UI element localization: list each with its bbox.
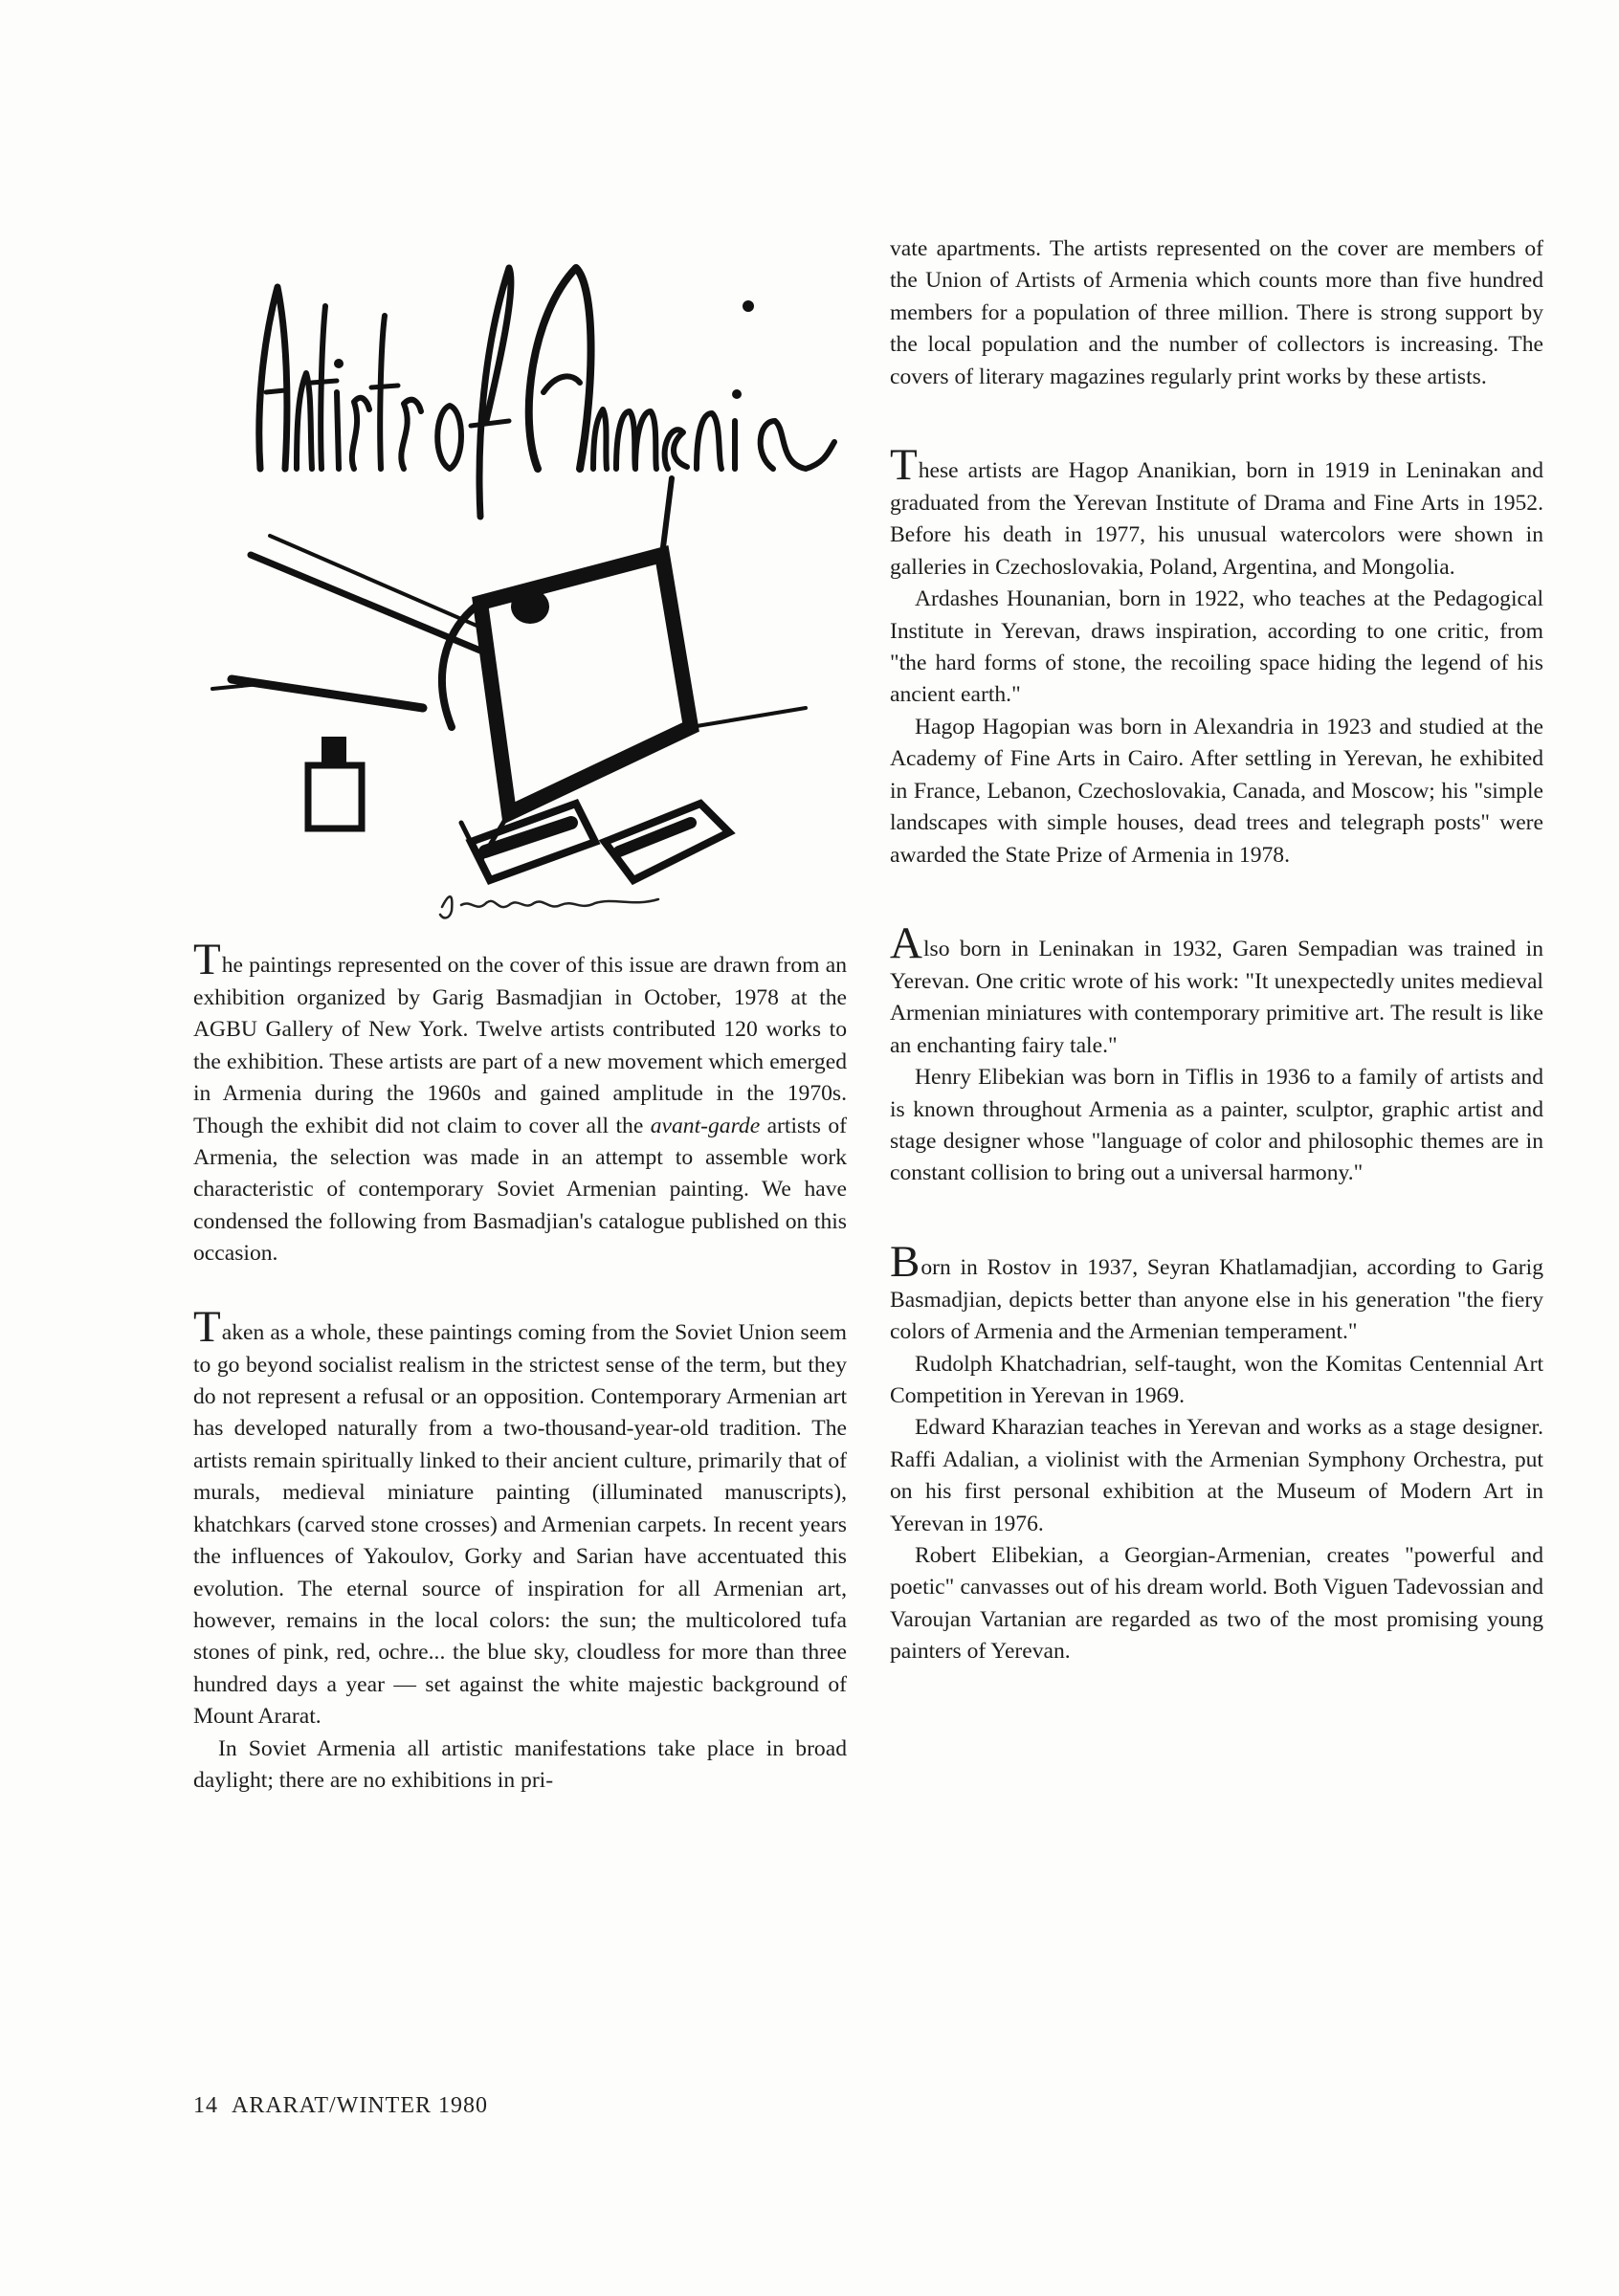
script-title-logo xyxy=(259,268,834,517)
khatlamadjian-paragraph: Born in Rostov in 1937, Seyran Khatlamadjian, according to Garig Basmadjian, depicts better than anyone else in his generation "the fiery colors of Armenia and the Armenian temperament." xyxy=(890,1236,1543,1345)
drop-cap: B xyxy=(890,1236,920,1287)
publication-name: ARARAT/WINTER 1980 xyxy=(232,2093,488,2118)
drop-cap: T xyxy=(193,935,221,984)
ananikian-paragraph: These artists are Hagop Ananikian, born in 1919 in Leninakan and graduated from the Yerevan Institute of Drama and Fine Arts in 1952. Before his death in 1977, his unusual watercolors were shown in galleries in Czechoslovakia, Poland, Argentina, and Mongolia. xyxy=(890,440,1543,580)
continuation-paragraph: In Soviet Armenia all artistic manifestations take place in broad daylight; there are no exhibitions in pri- xyxy=(193,1735,847,1793)
kharazian-paragraph: Edward Kharazian teaches in Yerevan and works as a stage designer. Raffi Adalian, a violinist with the Armenian Symphony Orchestra, put on his first personal exhibition at the Museum of Modern Art in Yerevan in 1976. xyxy=(890,1415,1543,1536)
robert-elibekian-paragraph: Robert Elibekian, a Georgian-Armenian, creates "powerful and poetic" canvasses out of his dream world. Both Viguen Tadevossian and Varoujan Vartanian are regarded as two of the most promising young painters of Yerevan. xyxy=(890,1543,1543,1665)
hagopian-paragraph: Hagop Hagopian was born in Alexandria in 1923 and studied at the Academy of Fine Arts in Cairo. After settling in Yerevan, he exhibited in France, Lebanon, Czechoslovakia, Canada, and Moscow; his "simple landscapes with simple houses, dead trees and telegraph posts" were awarded the State Prize of Armenia in 1978. xyxy=(890,714,1543,868)
intro-paragraph: The paintings represented on the cover of this issue are drawn from an exhibition organized by Garig Basmadjian in October, 1978 at the AGBU Gallery of New York. Twelve artists contributed 120 works to the exhibition. These artists are part of a new movement which emerged in Armenia during the 1960s and gained amplitude in the 1970s. Though the exhibit did not claim to cover all the avant-garde artists of Armenia, the selection was made in an attempt to assemble work characteristic of contemporary Soviet Armenian painting. We have condensed the following from Basmadjian's catalogue published on this occasion. xyxy=(193,935,848,1267)
drop-cap: T xyxy=(193,1301,221,1352)
khatchadrian-paragraph: Rudolph Khatchadrian, self-taught, won the Komitas Centennial Art Competition in Yerevan in 1969. xyxy=(890,1351,1543,1408)
page-footer xyxy=(193,2093,488,2119)
elibekian-paragraph: Henry Elibekian was born in Tiflis in 1936 to a family of artists and is known throughout Armenia as a painter, sculptor, graphic artist and stage designer whose "language of color and philosophic themes are in constant collision to bring out a universal harmony." xyxy=(890,1065,1543,1186)
right-column xyxy=(890,233,1543,1668)
easel-drawing xyxy=(212,478,806,880)
drop-cap: T xyxy=(890,440,918,491)
hounanian-paragraph: Ardashes Hounanian, born in 1922, who teaches at the Pedagogical Institute in Yerevan, draws inspiration, according to one critic, from "the hard forms of stone, the recoiling space hiding the legend of his ancient earth." xyxy=(890,586,1543,708)
ink-sketch-illustration xyxy=(193,230,847,938)
page-number: 14 xyxy=(193,2093,218,2118)
left-column xyxy=(193,230,847,1797)
drop-cap: A xyxy=(890,917,922,968)
context-paragraph: Taken as a whole, these paintings coming from the Soviet Union seem to go beyond socialist realism in the strictest sense of the term, but they do not represent a refusal or an opposition. Contemporary Armenian art has developed naturally from a two-thousand-year-old tradition. The artists remain spiritually linked to their ancient culture, primarily that of murals, medieval miniature painting (illuminated manuscripts), khatchkars (carved stone crosses) and Armenian carpets. In recent years the influences of Yakoulov, Gorky and Sarian have accentuated this evolution. The eternal source of inspiration for all Armenian art, however, remains in the local colors: the sun; the multicolored tufa stones of pink, red, ochre... the blue sky, cloudless for more than three hundred days a year — set against the white majestic background of Mount Ararat. xyxy=(193,1301,847,1730)
title-illustration xyxy=(193,230,847,938)
sempadian-paragraph: Also born in Leninakan in 1932, Garen Sempadian was trained in Yerevan. One critic wrote of his work: "It unexpectedly unites medieval Armenian miniatures with contemporary primitive art. The result is like an enchanting fairy tale." xyxy=(890,917,1543,1058)
artist-signature xyxy=(440,896,658,917)
continued-paragraph: vate apartments. The artists represented on the cover are members of the Union of Artists of Armenia which counts more than five hundred members for a population of three million. There is strong support by the local population and the number of collectors is increasing. The covers of literary magazines regularly print works by these artists. xyxy=(890,236,1543,389)
